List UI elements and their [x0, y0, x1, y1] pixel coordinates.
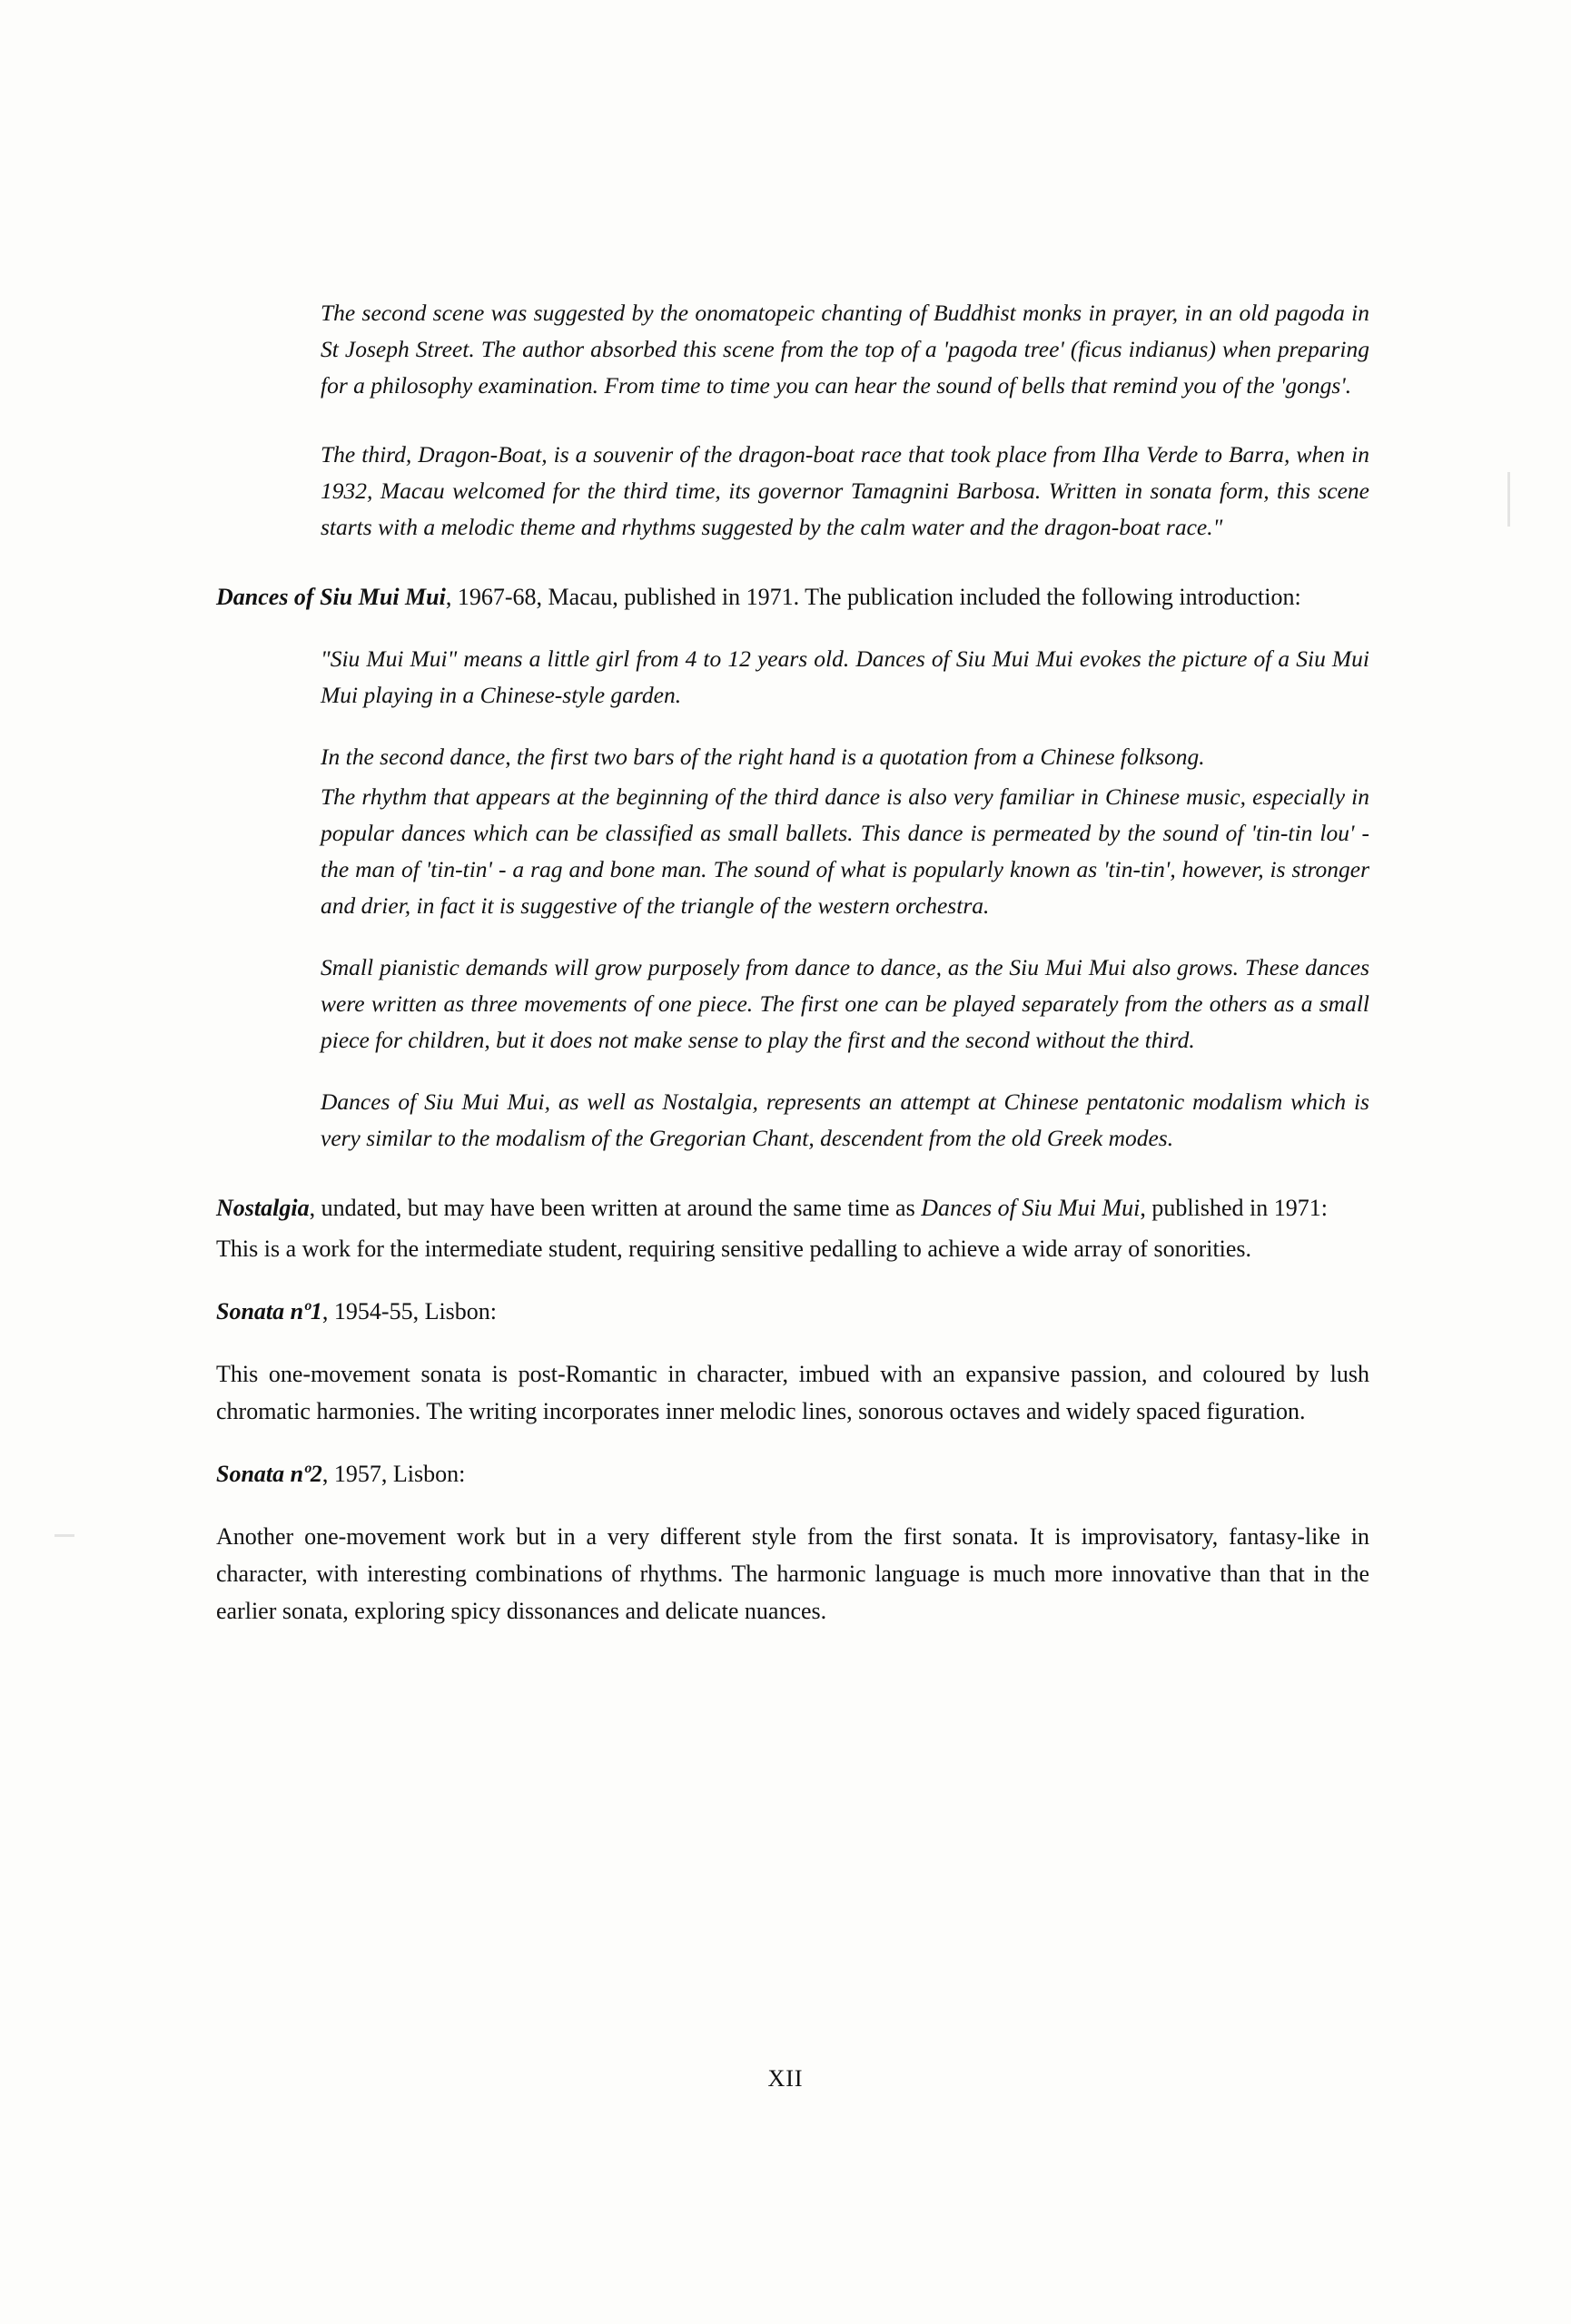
entry-detail-b: , published in 1971:	[1140, 1195, 1328, 1221]
quote-paragraph-7: Dances of Siu Mui Mui, as well as Nostalgia, represents an attempt at Chinese pentatonic modalism which is very similar to the modalism of the Gregorian Chant, descendent from the old Greek modes.	[321, 1088, 1369, 1151]
entry-dances-siu-mui-mui	[216, 578, 1369, 615]
paragraph-nostalgia-description: This is a work for the intermediate student, requiring sensitive pedalling to achieve a wide array of sonorities.	[216, 1236, 1252, 1262]
entry-title: Sonata nº2	[216, 1461, 322, 1487]
quote-paragraph-4: In the second dance, the first two bars of the right hand is a quotation from a Chinese folksong.	[321, 743, 1205, 770]
entry-sonata-2	[216, 1455, 1369, 1492]
entry-title: Nostalgia	[216, 1195, 310, 1221]
entry-title: Sonata nº1	[216, 1298, 322, 1324]
scan-artifact-right	[1507, 472, 1510, 527]
paragraph-sonata-1-description: This one-movement sonata is post-Romantic in character, imbued with an expansive passion, and coloured by lush chromatic harmonies. The writing incorporates inner melodic lines, sonorous octaves and widely spaced figuration.	[216, 1361, 1369, 1424]
entry-sonata-1	[216, 1293, 1369, 1330]
entry-title: Dances of Siu Mui Mui	[216, 584, 446, 610]
quote-paragraph-6: Small pianistic demands will grow purposely from dance to dance, as the Siu Mui Mui also grows. These dances were written as three movements of one piece. The first one can be played separately from the others as a small piece for children, but it does not make sense to play the first and the second without the third.	[321, 954, 1369, 1053]
page-number: XII	[767, 2065, 804, 2092]
entry-detail: , 1967-68, Macau, published in 1971. The publication included the following introduction:	[445, 584, 1301, 610]
quote-paragraph-3: "Siu Mui Mui" means a little girl from 4 to 12 years old. Dances of Siu Mui Mui evokes the picture of a Siu Mui Mui playing in a Chinese-style garden.	[321, 645, 1369, 708]
quote-paragraph-1: The second scene was suggested by the onomatopeic chanting of Buddhist monks in prayer, in an old pagoda in St Joseph Street. The author absorbed this scene from the top of a 'pagoda tree' (ficus indianus) when preparing for a philosophy examination. From time to time you can hear the sound of bells that remind you of the 'gongs'.	[321, 300, 1369, 399]
quote-paragraph-2: The third, Dragon-Boat, is a souvenir of the dragon-boat race that took place from Ilha Verde to Barra, when in 1932, Macau welcomed for the third time, its governor Tamagnini Barbosa. Written in sonata form, this scene starts with a melodic theme and rhythms suggested by the calm water and the dragon-boat race."	[321, 441, 1369, 540]
scan-artifact-left	[54, 1534, 74, 1537]
entry-nostalgia	[216, 1189, 1369, 1226]
paragraph-sonata-2-description: Another one-movement work but in a very different style from the first sonata. It is improvisatory, fantasy-like in character, with interesting combinations of rhythms. The harmonic language is much more innovative than that in the earlier sonata, exploring spicy dissonances and delicate nuances.	[216, 1523, 1369, 1624]
entry-detail-a: , undated, but may have been written at around the same time as	[309, 1195, 922, 1221]
page-body	[216, 295, 1369, 1630]
entry-detail: , 1954-55, Lisbon:	[321, 1298, 498, 1324]
entry-detail: , 1957, Lisbon:	[321, 1461, 466, 1487]
entry-italic-reference: Dances of Siu Mui Mui	[921, 1195, 1141, 1221]
quote-paragraph-5: The rhythm that appears at the beginning of the third dance is also very familiar in Chinese music, especially in popular dances which can be classified as small ballets. This dance is permeated by the sound of 'tin-tin lou' - the man of 'tin-tin' - a rag and bone man. The sound of what is popularly known as 'tin-tin', however, is stronger and drier, in fact it is suggestive of the triangle of the western orchestra.	[321, 783, 1369, 919]
